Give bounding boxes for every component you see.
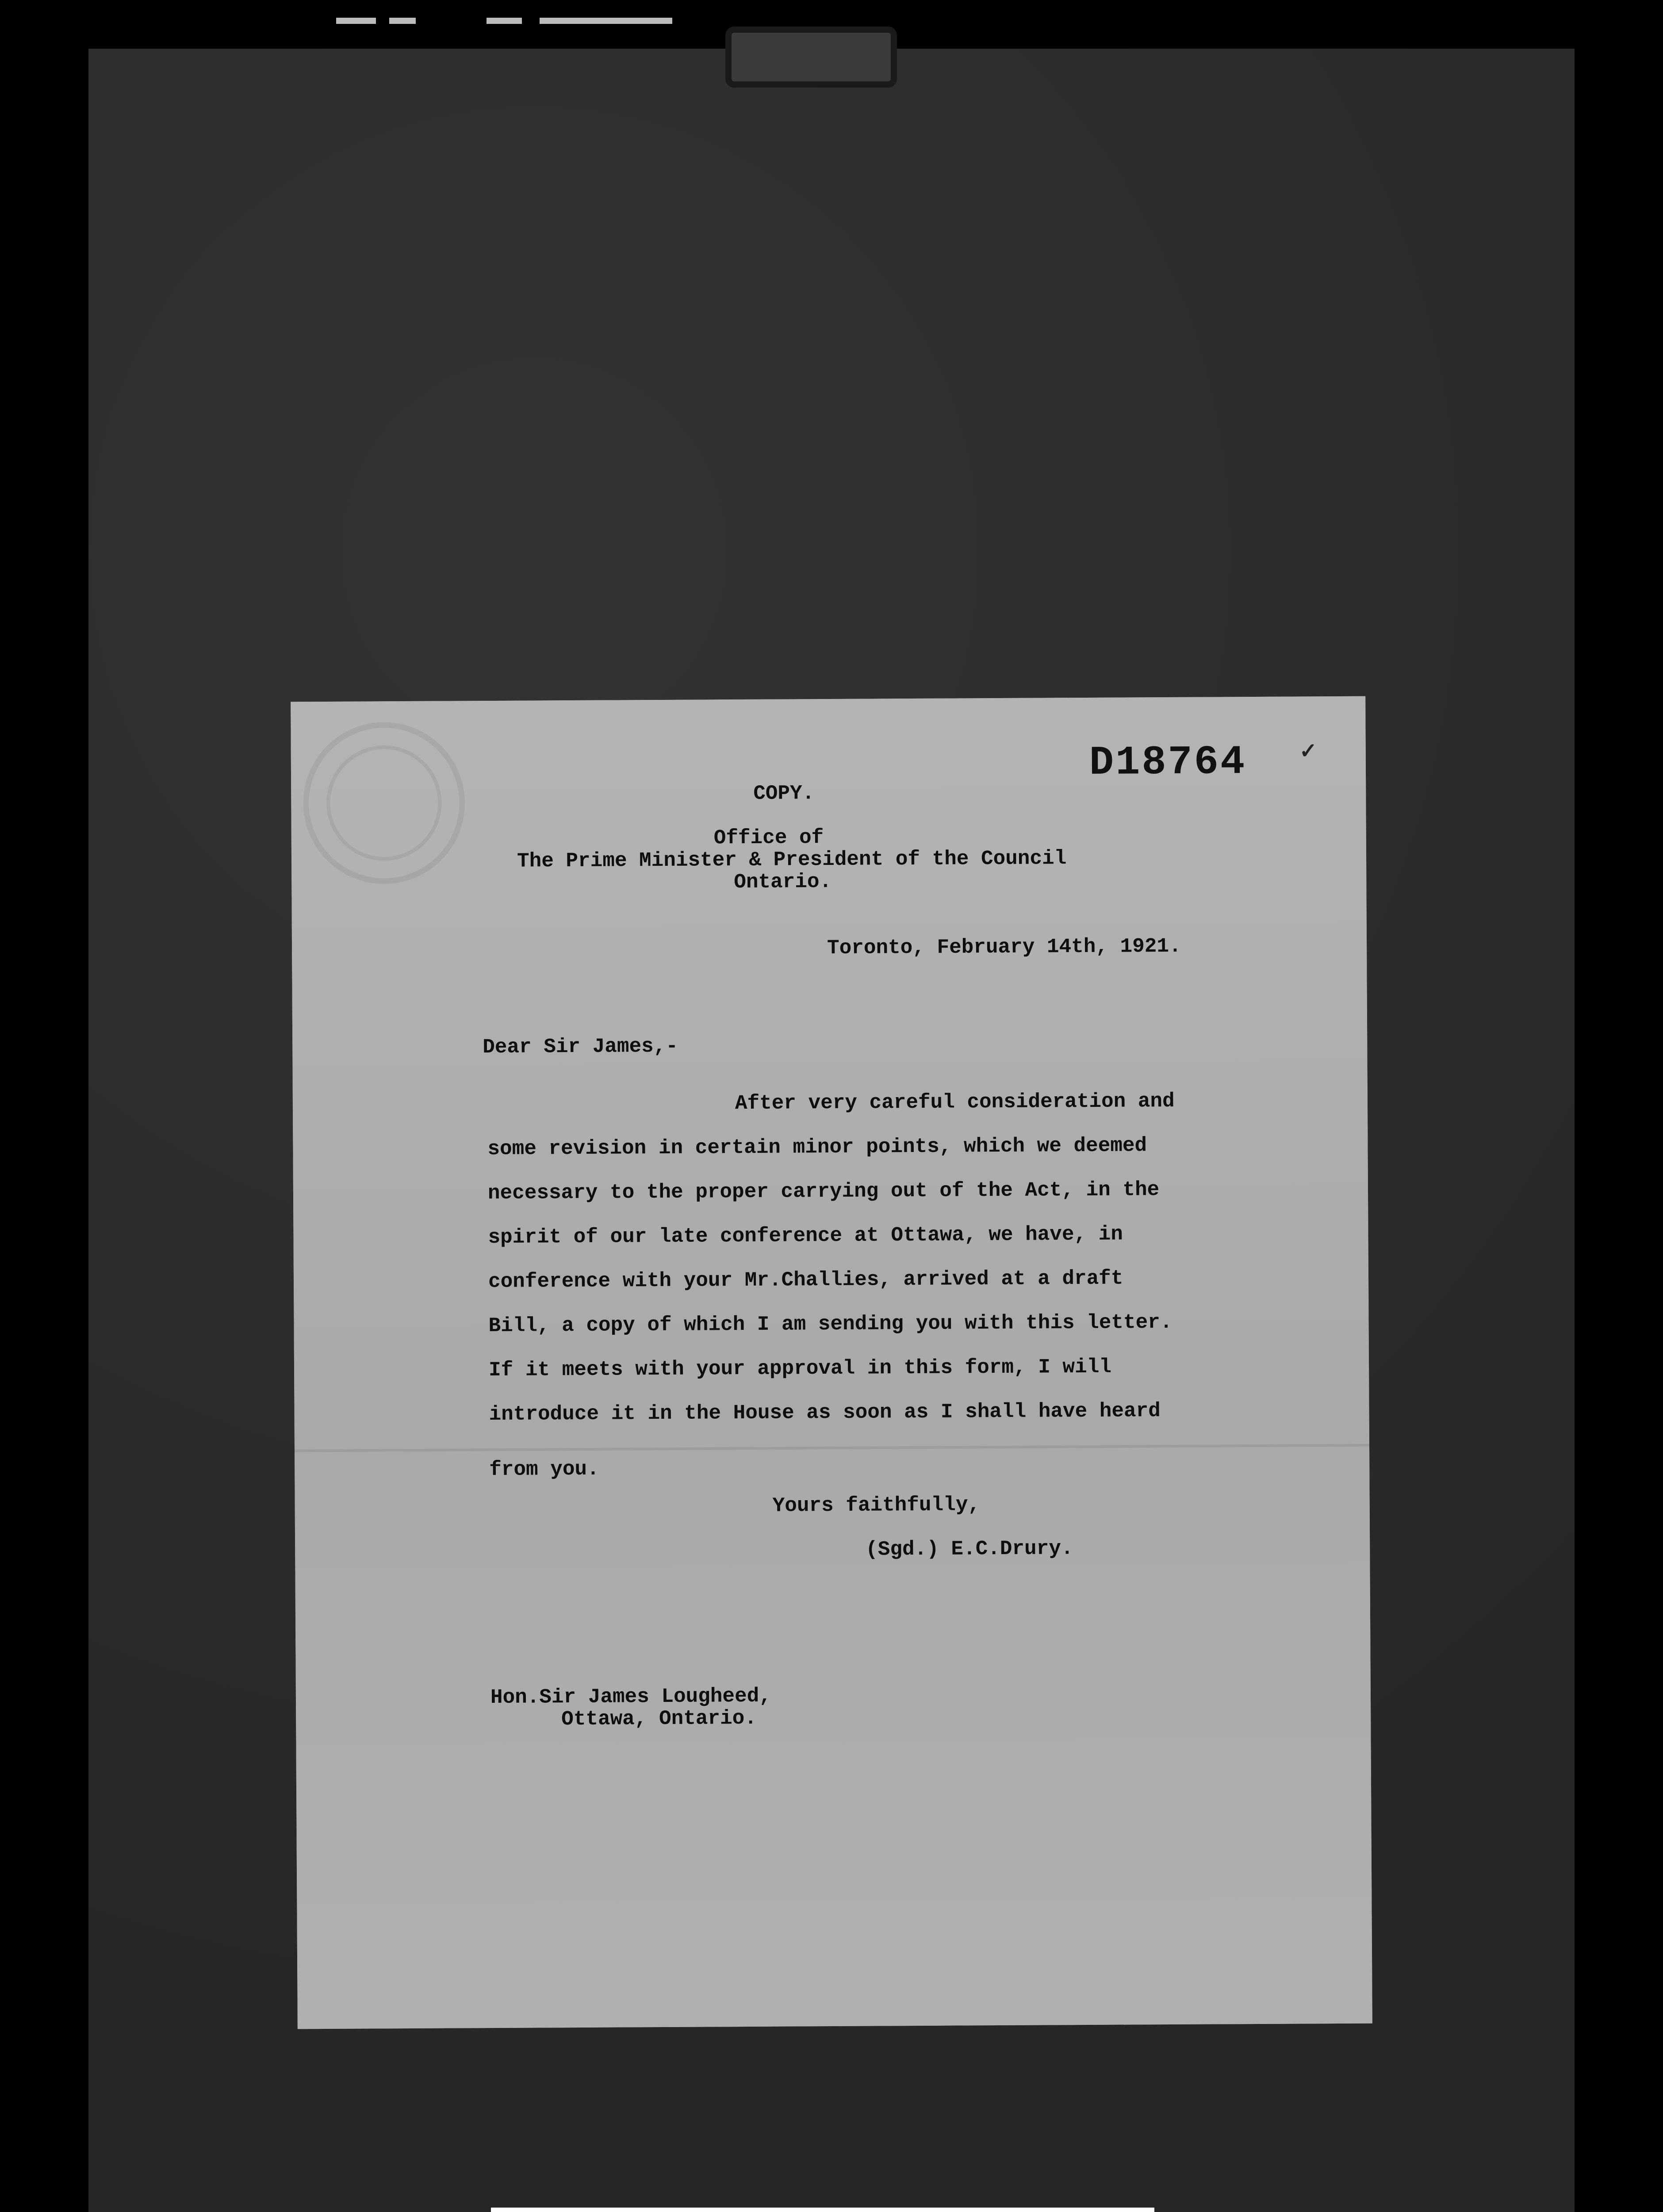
- date-line: Toronto, February 14th, 1921.: [827, 934, 1181, 960]
- letter-page: [291, 696, 1372, 2029]
- body-line: necessary to the proper carrying out of the Act, in the: [487, 1178, 1160, 1205]
- copy-heading: COPY.: [753, 782, 815, 805]
- body-line: Bill, a copy of which I am sending you with this letter.: [488, 1310, 1173, 1338]
- faded-seal-icon: [291, 710, 477, 896]
- office-line: Office of: [713, 826, 824, 850]
- body-line: introduce it in the House as soon as I shall have heard: [489, 1399, 1161, 1426]
- film-edge-mark: [540, 18, 672, 24]
- body-line: conference with your Mr.Challies, arrived at a draft: [488, 1267, 1123, 1294]
- check-mark-icon: ✓: [1299, 741, 1318, 765]
- signature: (Sgd.) E.C.Drury.: [866, 1537, 1073, 1561]
- paper-fold-line: [295, 1444, 1369, 1452]
- body-line: If it meets with your approval in this form, I will: [488, 1355, 1112, 1382]
- office-line: The Prime Minister & President of the Council: [517, 847, 1067, 873]
- film-edge-mark: [389, 18, 416, 24]
- closing: Yours faithfully,: [772, 1493, 981, 1517]
- office-line: Ontario.: [734, 870, 832, 894]
- film-edge-mark: [336, 18, 376, 24]
- document-number: D18764: [1089, 739, 1247, 786]
- body-line: from you.: [489, 1457, 599, 1482]
- film-edge-mark: [487, 18, 522, 24]
- collection-reference-label: [491, 2208, 1154, 2212]
- body-line: After very careful consideration and: [735, 1089, 1175, 1115]
- body-line: spirit of our late conference at Ottawa, we have, in: [488, 1222, 1123, 1249]
- frame-tab: [725, 27, 897, 88]
- addressee-name: Hon.Sir James Lougheed,: [490, 1684, 771, 1709]
- body-line: some revision in certain minor points, which we deemed: [487, 1134, 1147, 1161]
- addressee-location: Ottawa, Ontario.: [561, 1706, 757, 1731]
- salutation: Dear Sir James,-: [483, 1034, 678, 1059]
